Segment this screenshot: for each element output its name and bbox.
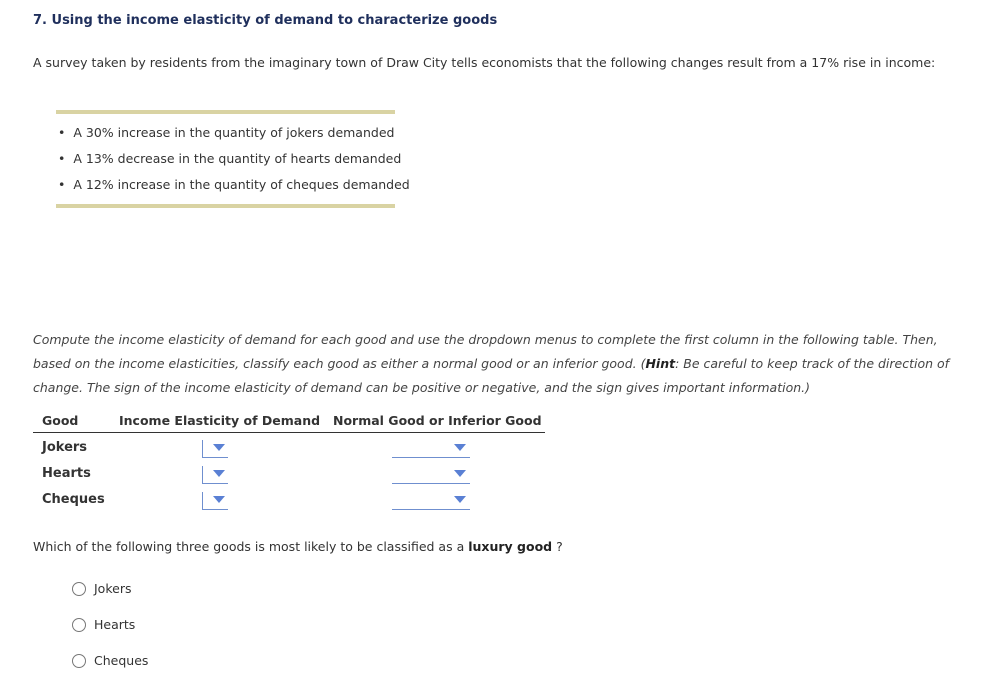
dropdown-arrow-icon: [454, 496, 466, 503]
dropdown-arrow-icon: [213, 470, 225, 477]
box-top-rule: [56, 110, 395, 114]
instructions-part1: Compute the income elasticity of demand for each good and use the dropdown menus to complete the first column in the following table. Then, based on the income elasticities, classify each good as either a normal good or an inferior good. (: [33, 332, 938, 371]
dropdown-arrow-icon: [454, 470, 466, 477]
header-good: Good: [42, 413, 79, 428]
hint-label: Hint: [645, 356, 676, 371]
elasticity-dropdown-jokers[interactable]: [202, 440, 228, 458]
list-item: • A 30% increase in the quantity of jokers demanded: [56, 124, 416, 150]
dropdown-arrow-icon: [213, 496, 225, 503]
list-item: • A 12% increase in the quantity of cheques demanded: [56, 176, 416, 202]
elasticity-dropdown-cheques[interactable]: [202, 492, 228, 510]
dropdown-arrow-icon: [454, 444, 466, 451]
option-label: Cheques: [94, 653, 149, 668]
table-row: [33, 435, 545, 461]
good-name: Cheques: [42, 492, 105, 507]
changes-list: [56, 124, 416, 202]
classification-dropdown-jokers[interactable]: [392, 440, 470, 458]
luxury-option-cheques[interactable]: [72, 653, 148, 669]
table-header: [33, 410, 545, 433]
luxury-prompt-end: ?: [552, 539, 563, 554]
elasticity-dropdown-hearts[interactable]: [202, 466, 228, 484]
intro-text: A survey taken by residents from the imaginary town of Draw City tells economists that the following changes result from a 17% rise in income:: [33, 55, 936, 70]
instructions: [33, 328, 953, 400]
good-name: Hearts: [42, 466, 91, 481]
radio-button[interactable]: [72, 618, 86, 632]
luxury-prompt-start: Which of the following three goods is most likely to be classified as a: [33, 539, 469, 554]
luxury-question: [33, 539, 563, 554]
dropdown-arrow-icon: [213, 444, 225, 451]
instructions-part2: : Be careful to keep track of the direction of change. The sign of the income elasticity of demand can be positive or negative, and the sign gives important information.): [33, 356, 950, 395]
luxury-term: luxury good: [468, 539, 553, 554]
elasticity-table: [33, 410, 545, 513]
classification-dropdown-hearts[interactable]: [392, 466, 470, 484]
good-name: Jokers: [42, 440, 88, 455]
classification-dropdown-cheques[interactable]: [392, 492, 470, 510]
option-label: Hearts: [94, 617, 136, 632]
luxury-option-hearts[interactable]: [72, 617, 135, 633]
box-bottom-rule: [56, 204, 395, 208]
option-label: Jokers: [94, 581, 132, 596]
header-classification: Normal Good or Inferior Good: [333, 413, 542, 428]
list-item: • A 13% decrease in the quantity of hearts demanded: [56, 150, 416, 176]
question-title: 7. Using the income elasticity of demand to characterize goods: [33, 13, 498, 28]
luxury-option-jokers[interactable]: [72, 581, 131, 597]
table-row: [33, 487, 545, 513]
table-row: [33, 461, 545, 487]
radio-button[interactable]: [72, 654, 86, 668]
radio-button[interactable]: [72, 582, 86, 596]
header-elasticity: Income Elasticity of Demand: [119, 413, 321, 428]
